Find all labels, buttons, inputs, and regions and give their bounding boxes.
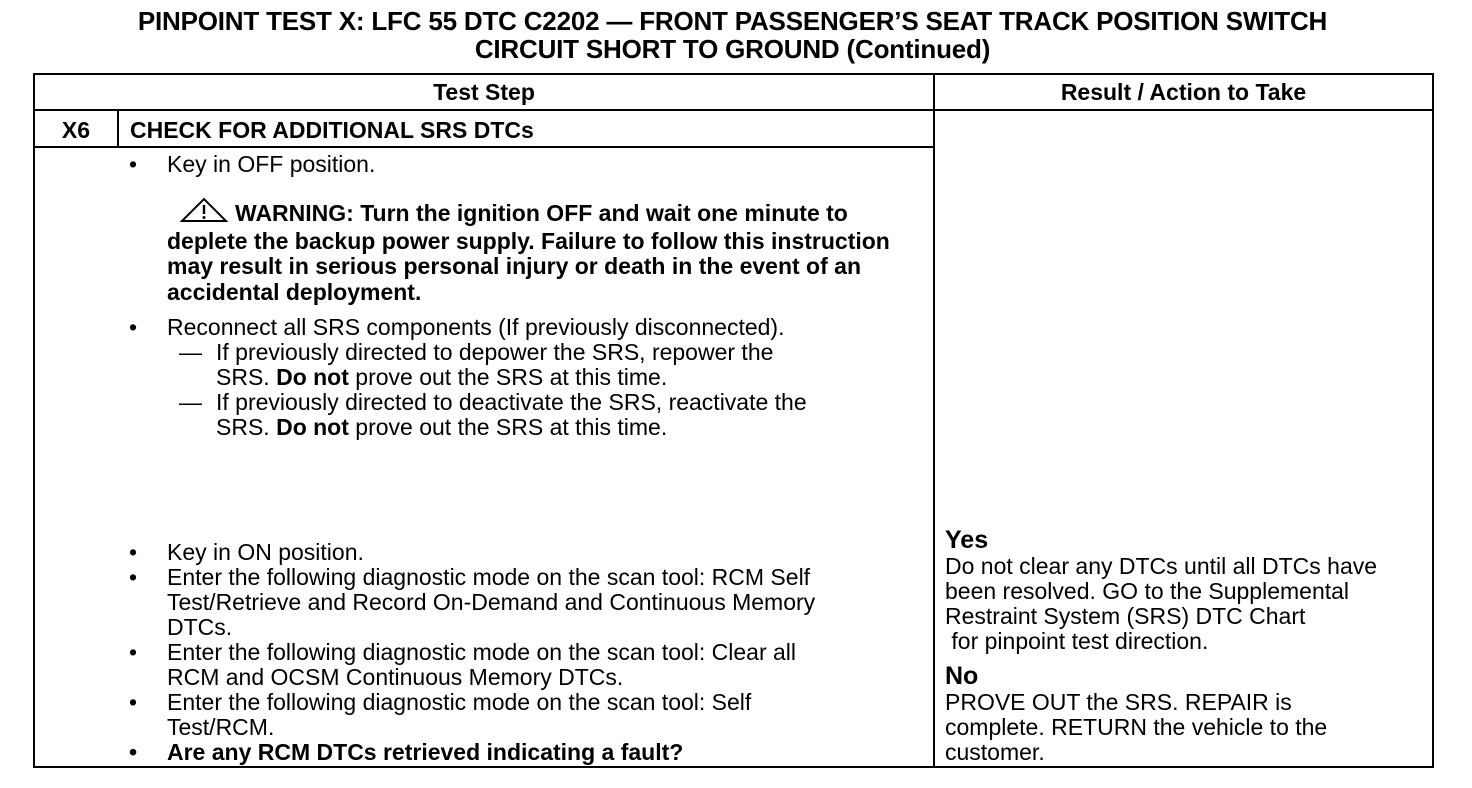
yes-line-4: for pinpoint test direction.	[945, 628, 1209, 654]
mode1-line-3: DTCs.	[167, 614, 233, 640]
bullet-icon: •	[129, 564, 138, 590]
bullet-icon: •	[129, 689, 138, 715]
step-number: X6	[61, 117, 91, 143]
dash-icon: —	[179, 339, 202, 365]
header-divider	[35, 109, 1432, 111]
question-text: Are any RCM DTCs retrieved indicating a fault?	[167, 739, 684, 765]
key-off-text: Key in OFF position.	[167, 151, 376, 177]
mode3-line-2: Test/RCM.	[167, 714, 275, 740]
result-no	[945, 662, 1327, 765]
dash2-bold: Do not	[276, 414, 349, 440]
yes-line-3: Restraint System (SRS) DTC Chart	[945, 603, 1306, 629]
dash2-line-2	[216, 415, 807, 440]
list-item	[129, 739, 684, 765]
yes-label: Yes	[945, 526, 989, 554]
sub-list-item	[179, 339, 774, 390]
test-step-column-header: Test Step	[433, 79, 535, 105]
reconnect-text: Reconnect all SRS components (If previously disconnected).	[167, 314, 785, 340]
yes-line-2: been resolved. GO to the Supplemental	[945, 578, 1350, 604]
mode2-line-1: Enter the following diagnostic mode on the scan tool: Clear all	[167, 639, 797, 665]
page-title-line-2: CIRCUIT SHORT TO GROUND (Continued)	[474, 34, 991, 64]
page-title-line-1: PINPOINT TEST X: LFC 55 DTC C2202 — FRONT PASSENGER’S SEAT TRACK POSITION SWITCH	[137, 6, 1328, 36]
page-title	[0, 7, 1465, 63]
dash1-bold: Do not	[276, 364, 349, 390]
step-title: CHECK FOR ADDITIONAL SRS DTCs	[130, 117, 534, 143]
warning-text: WARNING: Turn the ignition OFF and wait one minute to deplete the backup power supply. Failure to follow this instruction may result in serious personal injury or death in the event of an accidental deployment.	[167, 200, 890, 305]
mode2-line-2: RCM and OCSM Continuous Memory DTCs.	[167, 664, 624, 690]
column-divider	[933, 75, 935, 766]
list-item	[129, 639, 797, 690]
no-line-3: customer.	[945, 739, 1045, 765]
mode3-line-1: Enter the following diagnostic mode on the scan tool: Self	[167, 689, 752, 715]
bullet-icon: •	[129, 539, 138, 565]
no-line-2: complete. RETURN the vehicle to the	[945, 714, 1328, 740]
list-item	[129, 564, 816, 640]
bullet-icon: •	[129, 739, 138, 765]
bullet-icon: •	[129, 314, 138, 340]
pinpoint-test-table	[33, 73, 1434, 768]
dash2-pre: SRS.	[216, 414, 277, 440]
mode1-line-2: Test/Retrieve and Record On-Demand and Continuous Memory	[167, 589, 816, 615]
result-yes	[945, 526, 1377, 654]
dash1-pre: SRS.	[216, 364, 277, 390]
dash2-line-1: If previously directed to deactivate the SRS, reactivate the	[216, 389, 807, 415]
dash1-post: prove out the SRS at this time.	[348, 364, 668, 390]
dash1-line-2	[216, 365, 773, 390]
warning-triangle-icon	[179, 197, 229, 229]
warning-block	[167, 197, 917, 305]
list-item	[129, 314, 785, 340]
mode1-line-1: Enter the following diagnostic mode on the scan tool: RCM Self	[167, 564, 811, 590]
key-on-text: Key in ON position.	[167, 539, 364, 565]
dash-icon: —	[179, 389, 202, 415]
step-number-divider	[117, 111, 119, 147]
list-item	[129, 539, 364, 565]
dash1-line-1: If previously directed to depower the SRS, repower the	[216, 339, 774, 365]
result-action-column-header: Result / Action to Take	[1060, 79, 1307, 105]
dash2-post: prove out the SRS at this time.	[348, 414, 668, 440]
list-item	[129, 689, 752, 740]
list-item	[129, 151, 376, 177]
yes-line-1: Do not clear any DTCs until all DTCs have	[945, 553, 1378, 579]
sub-list-item	[179, 389, 807, 440]
no-line-1: PROVE OUT the SRS. REPAIR is	[945, 689, 1292, 715]
bullet-icon: •	[129, 639, 138, 665]
no-label: No	[945, 662, 979, 690]
bullet-icon: •	[129, 151, 138, 177]
